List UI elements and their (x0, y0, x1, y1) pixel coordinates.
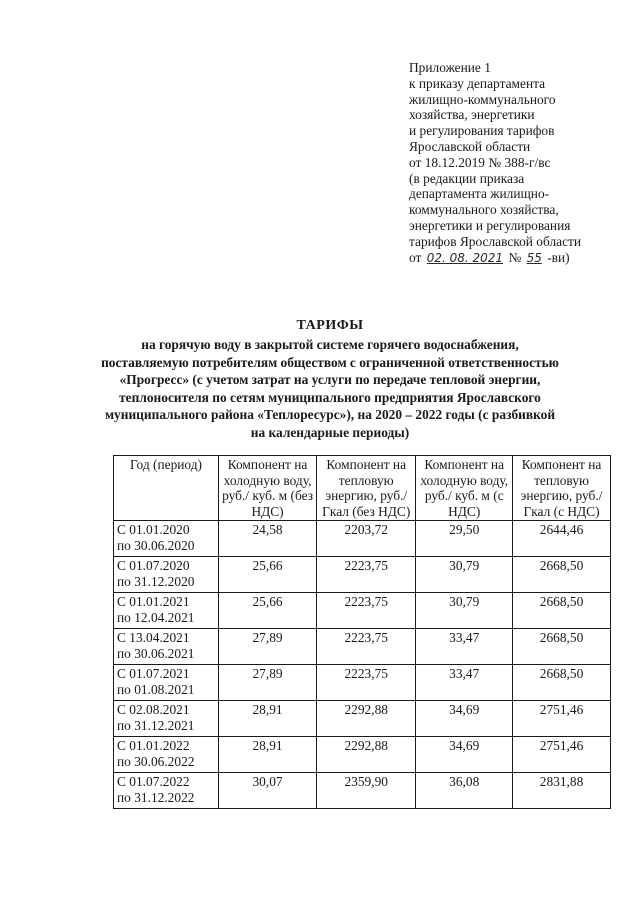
cold-water-no-vat-cell: 25,66 (219, 593, 317, 629)
heat-no-vat-cell: 2223,75 (317, 629, 416, 665)
cold-water-no-vat-cell: 25,66 (219, 557, 317, 593)
period-from: С 01.01.2021 (117, 594, 190, 609)
appendix-line: Ярославской области (409, 138, 531, 154)
period-cell (114, 629, 219, 665)
cold-water-vat-cell: 33,47 (416, 629, 513, 665)
cold-water-no-vat-cell: 28,91 (219, 737, 317, 773)
cold-water-vat-cell: 36,08 (416, 773, 513, 809)
document-subtitle: на горячую воду в закрытой системе горячего водоснабжения, поставляемую потребителям обществом с ограниченной ответственностью «Прогресс» (с учетом затрат на услуги по передаче тепловой энергии, теплоносителя по сетям муниципального предприятия Ярославского муниципального района «Теплоресурс»), на 2020 – 2022 годы (с разбивкой на календарные периоды) (101, 337, 559, 440)
period-to: по 31.12.2020 (117, 573, 195, 589)
column-header-cold-water-vat: Компонент на холодную воду, руб./ куб. м (с НДС) (416, 456, 513, 521)
document-title: ТАРИФЫ (296, 318, 364, 333)
cold-water-no-vat-cell: 27,89 (219, 665, 317, 701)
appendix-block (409, 60, 634, 266)
heat-vat-cell: 2644,46 (513, 521, 611, 557)
heat-vat-cell: 2751,46 (513, 737, 611, 773)
period-cell (114, 557, 219, 593)
handwritten-number: 55 (526, 250, 542, 265)
heat-no-vat-cell: 2223,75 (317, 557, 416, 593)
cold-water-no-vat-cell: 24,58 (219, 521, 317, 557)
period-to: по 30.06.2021 (117, 645, 195, 661)
period-cell (114, 737, 219, 773)
appendix-last-prefix: от (409, 249, 422, 265)
heat-no-vat-cell: 2203,72 (317, 521, 416, 557)
cold-water-vat-cell: 29,50 (416, 521, 513, 557)
table-row (114, 773, 611, 809)
period-from: С 01.07.2022 (117, 774, 190, 789)
appendix-line: и регулирования тарифов (409, 123, 555, 139)
period-cell (114, 521, 219, 557)
appendix-line: жилищно-коммунального (409, 91, 556, 107)
cold-water-no-vat-cell: 27,89 (219, 629, 317, 665)
heat-vat-cell: 2668,50 (513, 557, 611, 593)
heat-vat-cell: 2668,50 (513, 629, 611, 665)
handwritten-date: 02. 08. 2021 (426, 250, 504, 265)
heat-no-vat-cell: 2223,75 (317, 665, 416, 701)
appendix-last-line (409, 250, 634, 267)
cold-water-vat-cell: 33,47 (416, 665, 513, 701)
table-row (114, 521, 611, 557)
heat-vat-cell: 2751,46 (513, 701, 611, 737)
period-cell (114, 593, 219, 629)
column-header-period: Год (период) (114, 456, 219, 521)
heat-no-vat-cell: 2292,88 (317, 737, 416, 773)
period-from: С 01.07.2021 (117, 666, 190, 681)
cold-water-vat-cell: 34,69 (416, 701, 513, 737)
heat-no-vat-cell: 2292,88 (317, 701, 416, 737)
period-from: С 13.04.2021 (117, 630, 190, 645)
period-cell (114, 665, 219, 701)
appendix-line: хозяйства, энергетики (409, 107, 535, 123)
period-from: С 01.01.2020 (117, 522, 190, 537)
period-to: по 01.08.2021 (117, 681, 195, 697)
heat-vat-cell: 2668,50 (513, 593, 611, 629)
cold-water-vat-cell: 30,79 (416, 593, 513, 629)
table-row (114, 737, 611, 773)
table-row (114, 557, 611, 593)
cold-water-no-vat-cell: 28,91 (219, 701, 317, 737)
column-header-heat-vat: Компонент на тепловую энергию, руб./Гкал (с НДС) (513, 456, 611, 521)
heat-vat-cell: 2831,88 (513, 773, 611, 809)
appendix-last-suffix: -ви) (547, 249, 570, 265)
table-row (114, 665, 611, 701)
cold-water-vat-cell: 30,79 (416, 557, 513, 593)
appendix-number-sign: № (508, 249, 522, 265)
heat-no-vat-cell: 2359,90 (317, 773, 416, 809)
table-row (114, 629, 611, 665)
period-cell (114, 701, 219, 737)
period-from: С 02.08.2021 (117, 702, 190, 717)
column-header-cold-water-no-vat: Компонент на холодную воду, руб./ куб. м (без НДС) (219, 456, 317, 521)
tariffs-table (113, 455, 611, 809)
column-header-heat-no-vat: Компонент на тепловую энергию, руб./Гкал (без НДС) (317, 456, 416, 521)
appendix-line: к приказу департамента (409, 75, 546, 91)
period-to: по 30.06.2020 (117, 537, 195, 553)
appendix-line: (в редакции приказа (409, 170, 525, 186)
period-cell (114, 773, 219, 809)
heat-no-vat-cell: 2223,75 (317, 593, 416, 629)
appendix-line: от 18.12.2019 № 388-г/вс (409, 154, 551, 170)
appendix-line: тарифов Ярославской области (409, 233, 582, 249)
table-row (114, 701, 611, 737)
table-header-row (114, 456, 611, 521)
appendix-line: Приложение 1 (409, 60, 491, 75)
period-to: по 31.12.2022 (117, 789, 195, 805)
cold-water-no-vat-cell: 30,07 (219, 773, 317, 809)
period-from: С 01.01.2022 (117, 738, 190, 753)
period-to: по 12.04.2021 (117, 609, 195, 625)
appendix-line: коммунального хозяйства, (409, 202, 559, 218)
heat-vat-cell: 2668,50 (513, 665, 611, 701)
cold-water-vat-cell: 34,69 (416, 737, 513, 773)
appendix-line: энергетики и регулирования (409, 217, 571, 233)
period-to: по 30.06.2022 (117, 753, 195, 769)
table-row (114, 593, 611, 629)
period-to: по 31.12.2021 (117, 717, 195, 733)
appendix-line: департамента жилищно- (409, 186, 550, 202)
period-from: С 01.07.2020 (117, 558, 190, 573)
